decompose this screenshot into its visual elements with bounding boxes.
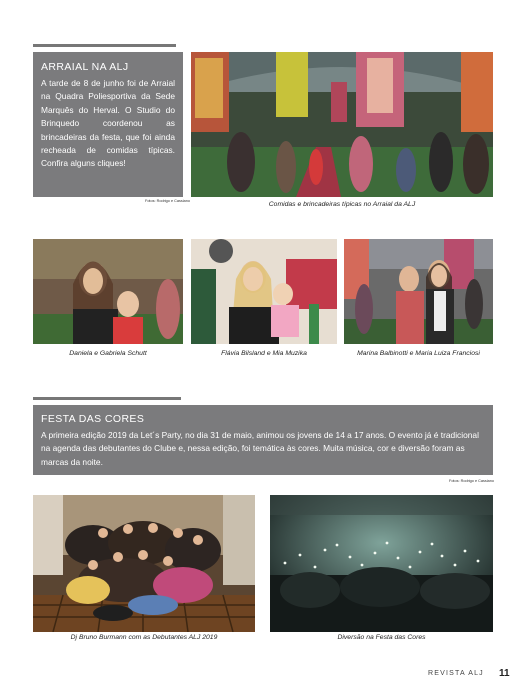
cores-photo-diversao [270,495,493,632]
cores-title: FESTA DAS CORES [41,413,145,425]
arraial-photo-bilsland [191,239,337,344]
arraial-photo-credit: Fotos: Rodrigo e Cassiano [145,199,190,203]
arraial-caption-1: Daniela e Gabriela Schutt [69,350,147,357]
cores-caption-1: Dj Bruno Burmann com as Debutantes ALJ 2019 [70,634,218,641]
arraial-caption-2: Flávia Bilsland e Mia Muzika [221,350,307,357]
arraial-title: ARRAIAL NA ALJ [41,61,129,73]
page-number: 11 [499,668,510,679]
cores-photo-debutantes [33,495,255,632]
cores-text-box [33,405,493,475]
cores-text: A primeira edição 2019 da Let´s Party, no dia 31 de maio, animou os jovens de 14 a 17 anos. O evento já é tradicional na agenda das debutantes do Clube e, nessa edição, foi temática às cores. Muita música, cor e diversão foram as marcas da noite. [41,430,479,467]
section-divider-cores [33,397,181,400]
footer-magazine-name: REVISTA ALJ [428,670,484,677]
arraial-caption-3: Marina Balbinotti e Maria Luiza Franciosi [357,350,480,357]
arraial-main-photo [191,52,493,197]
arraial-text: A tarde de 8 de junho foi de Arraial na Quadra Poliesportiva da Sede Marquês do Herval. O Studio do Brinquedo coordenou as brincadeiras da festa, que foi ainda recheada de comidas típicas. Confira alguns cliques! [41,78,175,169]
cores-photo-credit: Fotos: Rodrigo e Cassiano [449,479,494,483]
arraial-photo-balbinotti [344,239,493,344]
arraial-photo-schutt [33,239,183,344]
arraial-main-caption: Comidas e brincadeiras típicas no Arraial da ALJ [268,201,416,208]
arraial-text-box [33,52,183,197]
cores-caption-2: Diversão na Festa das Cores [337,634,426,641]
section-divider-arraial [33,44,176,47]
